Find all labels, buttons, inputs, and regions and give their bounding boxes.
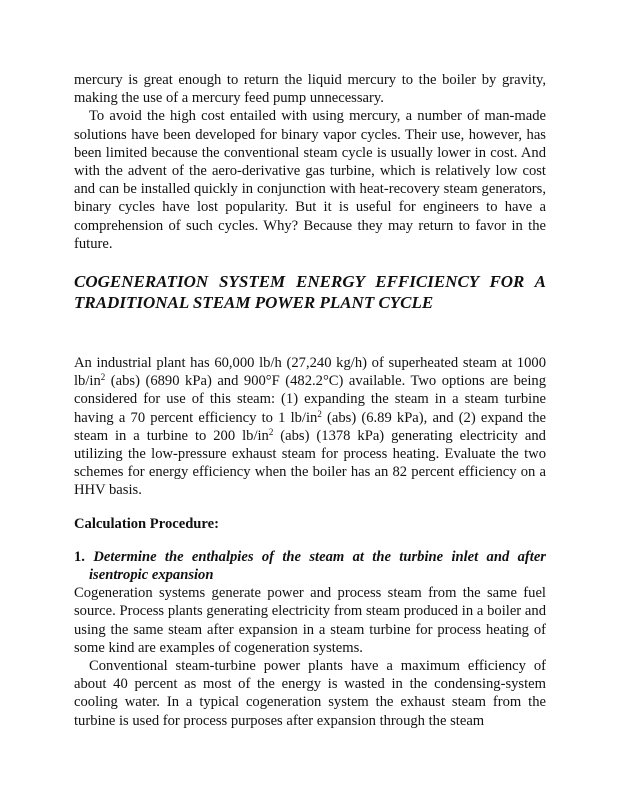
problem-text-3: (abs) (6.89 kPa), and (2) expand the steam in a turbine to 200 lb/in <box>74 409 546 444</box>
superscript: 2 <box>100 372 106 383</box>
superscript: 2 <box>317 408 322 419</box>
problem-text-1: An industrial plant has 60,000 lb/h (27,240 kg/h) of superheated steam at 1000 lb/in <box>74 355 546 390</box>
superscript: 2 <box>268 426 274 437</box>
section-title: COGENERATION SYSTEM ENERGY EFFICIENCY FOR A TRADITIONAL STEAM POWER PLANT CYCLE <box>74 272 546 313</box>
calculation-heading: Calculation Procedure: <box>74 515 219 532</box>
problem-text-4: (abs) (1378 kPa) generating electricity and utilizing the low-pressure exhaust steam for process heating. Evaluate the two schemes for energy efficiency when the boiler has an 82 percent efficiency on a HHV basis. <box>74 427 546 499</box>
paragraph-binary-cycles: To avoid the high cost entailed with using mercury, a number of man-made solutions have been developed for binary vapor cycles. Their use, however, has been limited because the conventional steam cycle is usually lower in cost. And with the advent of the aero-derivative gas turbine, which is relatively low cost and can be installed quickly in conjunction with heat-recovery steam generators, binary cycles have lost popularity. But it is useful for engineers to have a comprehension of such cycles. Why? Because they may return to favor in the future. <box>74 108 546 252</box>
page-content <box>74 71 546 730</box>
step-paragraph-1: Cogeneration systems generate power and process steam from the same fuel source. Process plants generating electricity from steam produced in a boiler and using the same steam after expansion in a steam turbine for process heating of some kind are examples of cogeneration systems. <box>74 585 546 656</box>
step-heading <box>74 548 546 584</box>
paragraph-mercury-continuation: mercury is great enough to return the liquid mercury to the boiler by gravity, making the use of a mercury feed pump unnecessary. <box>74 72 546 107</box>
step-title: Determine the enthalpies of the steam at the turbine inlet and after isentropic expansion <box>89 548 546 584</box>
step-number: 1. <box>74 548 85 565</box>
step-paragraph-2: Conventional steam-turbine power plants have a maximum efficiency of about 40 percent as most of the energy is wasted in the condensing-system cooling water. In a typical cogeneration system the exhaust steam from the turbine is used for process purposes after expansion through the steam <box>74 658 546 729</box>
problem-statement <box>74 354 546 500</box>
problem-text-2: (abs) (6890 kPa) and 900°F (482.2°C) available. Two options are being considered for use of this steam: (1) expanding the steam in a steam turbine having a 70 percent efficiency to 1 lb/in <box>74 373 546 426</box>
